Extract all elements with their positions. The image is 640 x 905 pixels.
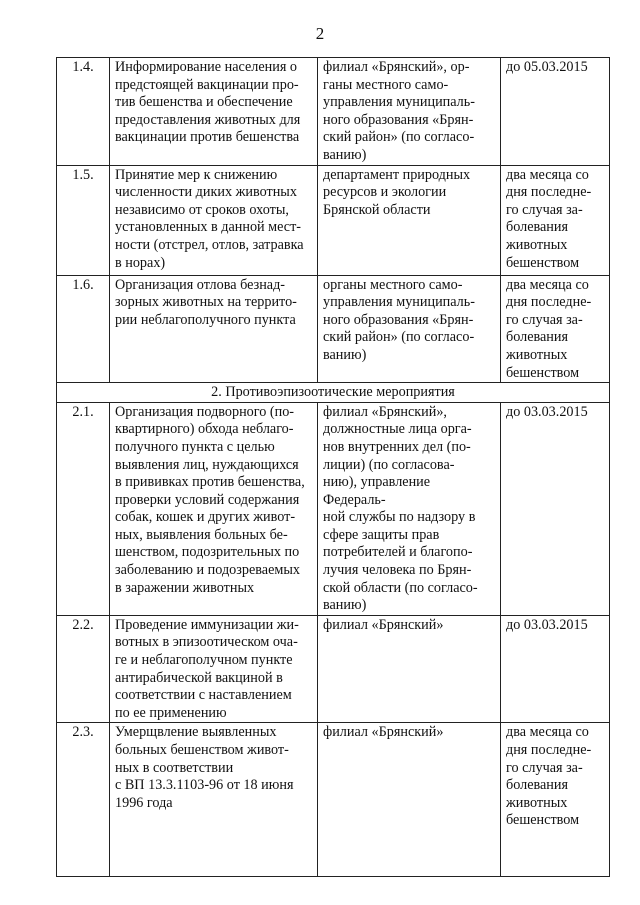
deadline-text: до 03.03.2015 — [501, 615, 610, 723]
measure-text: Информирование населения о предстоящей вакцинации про- тив бешенства и обеспечение предоставления животных для вакцинации против бешенства — [110, 58, 318, 166]
responsible-text: филиал «Брянский», ор- ганы местного само- управления муниципаль- ного образования «Брян- ский район» (по согласо- ванию) — [318, 58, 501, 166]
responsible-text: департамент природных ресурсов и экологии Брянской области — [318, 165, 501, 275]
row-number: 2.1. — [57, 402, 110, 615]
row-number: 2.2. — [57, 615, 110, 723]
table-row — [57, 58, 610, 166]
section-header-row — [57, 383, 610, 403]
row-number: 1.5. — [57, 165, 110, 275]
responsible-text: органы местного само- управления муниципаль- ного образования «Брян- ский район» (по согласо- ванию) — [318, 275, 501, 383]
table-row — [57, 723, 610, 877]
table-row — [57, 615, 610, 723]
table-row — [57, 402, 610, 615]
table-row — [57, 275, 610, 383]
page-number: 2 — [315, 24, 325, 43]
deadline-text: два месяца со дня последне- го случая за- болевания животных бешенством — [501, 165, 610, 275]
responsible-text: филиал «Брянский» — [318, 615, 501, 723]
row-number: 2.3. — [57, 723, 110, 877]
measure-text: Проведение иммунизации жи- вотных в эпизоотическом оча- ге и неблагополучном пункте антирабической вакциной в соответствии с наставлением по ее применению — [110, 615, 318, 723]
deadline-text: два месяца со дня последне- го случая за- болевания животных бешенством — [501, 275, 610, 383]
measure-text: Умерщвление выявленных больных бешенством живот- ных в соответствии с ВП 13.3.1103-96 от 18 июня 1996 года — [110, 723, 318, 877]
deadline-text: два месяца со дня последне- го случая за- болевания животных бешенством — [501, 723, 610, 877]
responsible-text: филиал «Брянский» — [318, 723, 501, 877]
row-number: 1.4. — [57, 58, 110, 166]
row-number: 1.6. — [57, 275, 110, 383]
deadline-text: до 05.03.2015 — [501, 58, 610, 166]
measure-text: Принятие мер к снижению численности диких животных независимо от сроков охоты, установленных в данной мест- ности (отстрел, отлов, затравка в норах) — [110, 165, 318, 275]
measure-text: Организация отлова безнад- зорных животных на террито- рии неблагополучного пункта — [110, 275, 318, 383]
deadline-text: до 03.03.2015 — [501, 402, 610, 615]
measures-table — [56, 57, 610, 877]
section-title: 2. Противоэпизоотические мероприятия — [57, 383, 610, 403]
responsible-text: филиал «Брянский», должностные лица орга- нов внутренних дел (по- лиции) (по согласова- нию), управление Федераль- ной службы по надзору в сфере защиты прав потребителей и благопо- лучия человека по Брян- ской области (по согласо- ванию) — [318, 402, 501, 615]
table-row — [57, 165, 610, 275]
measure-text: Организация подворного (по- квартирного) обхода неблаго- получного пункта с целью выявления лиц, нуждающихся в прививках против бешенства, проверки условий содержания собак, кошек и других живот- ных, выявления больных бе- шенством, подозрительных по заболеванию и подозреваемых в заражении животных — [110, 402, 318, 615]
